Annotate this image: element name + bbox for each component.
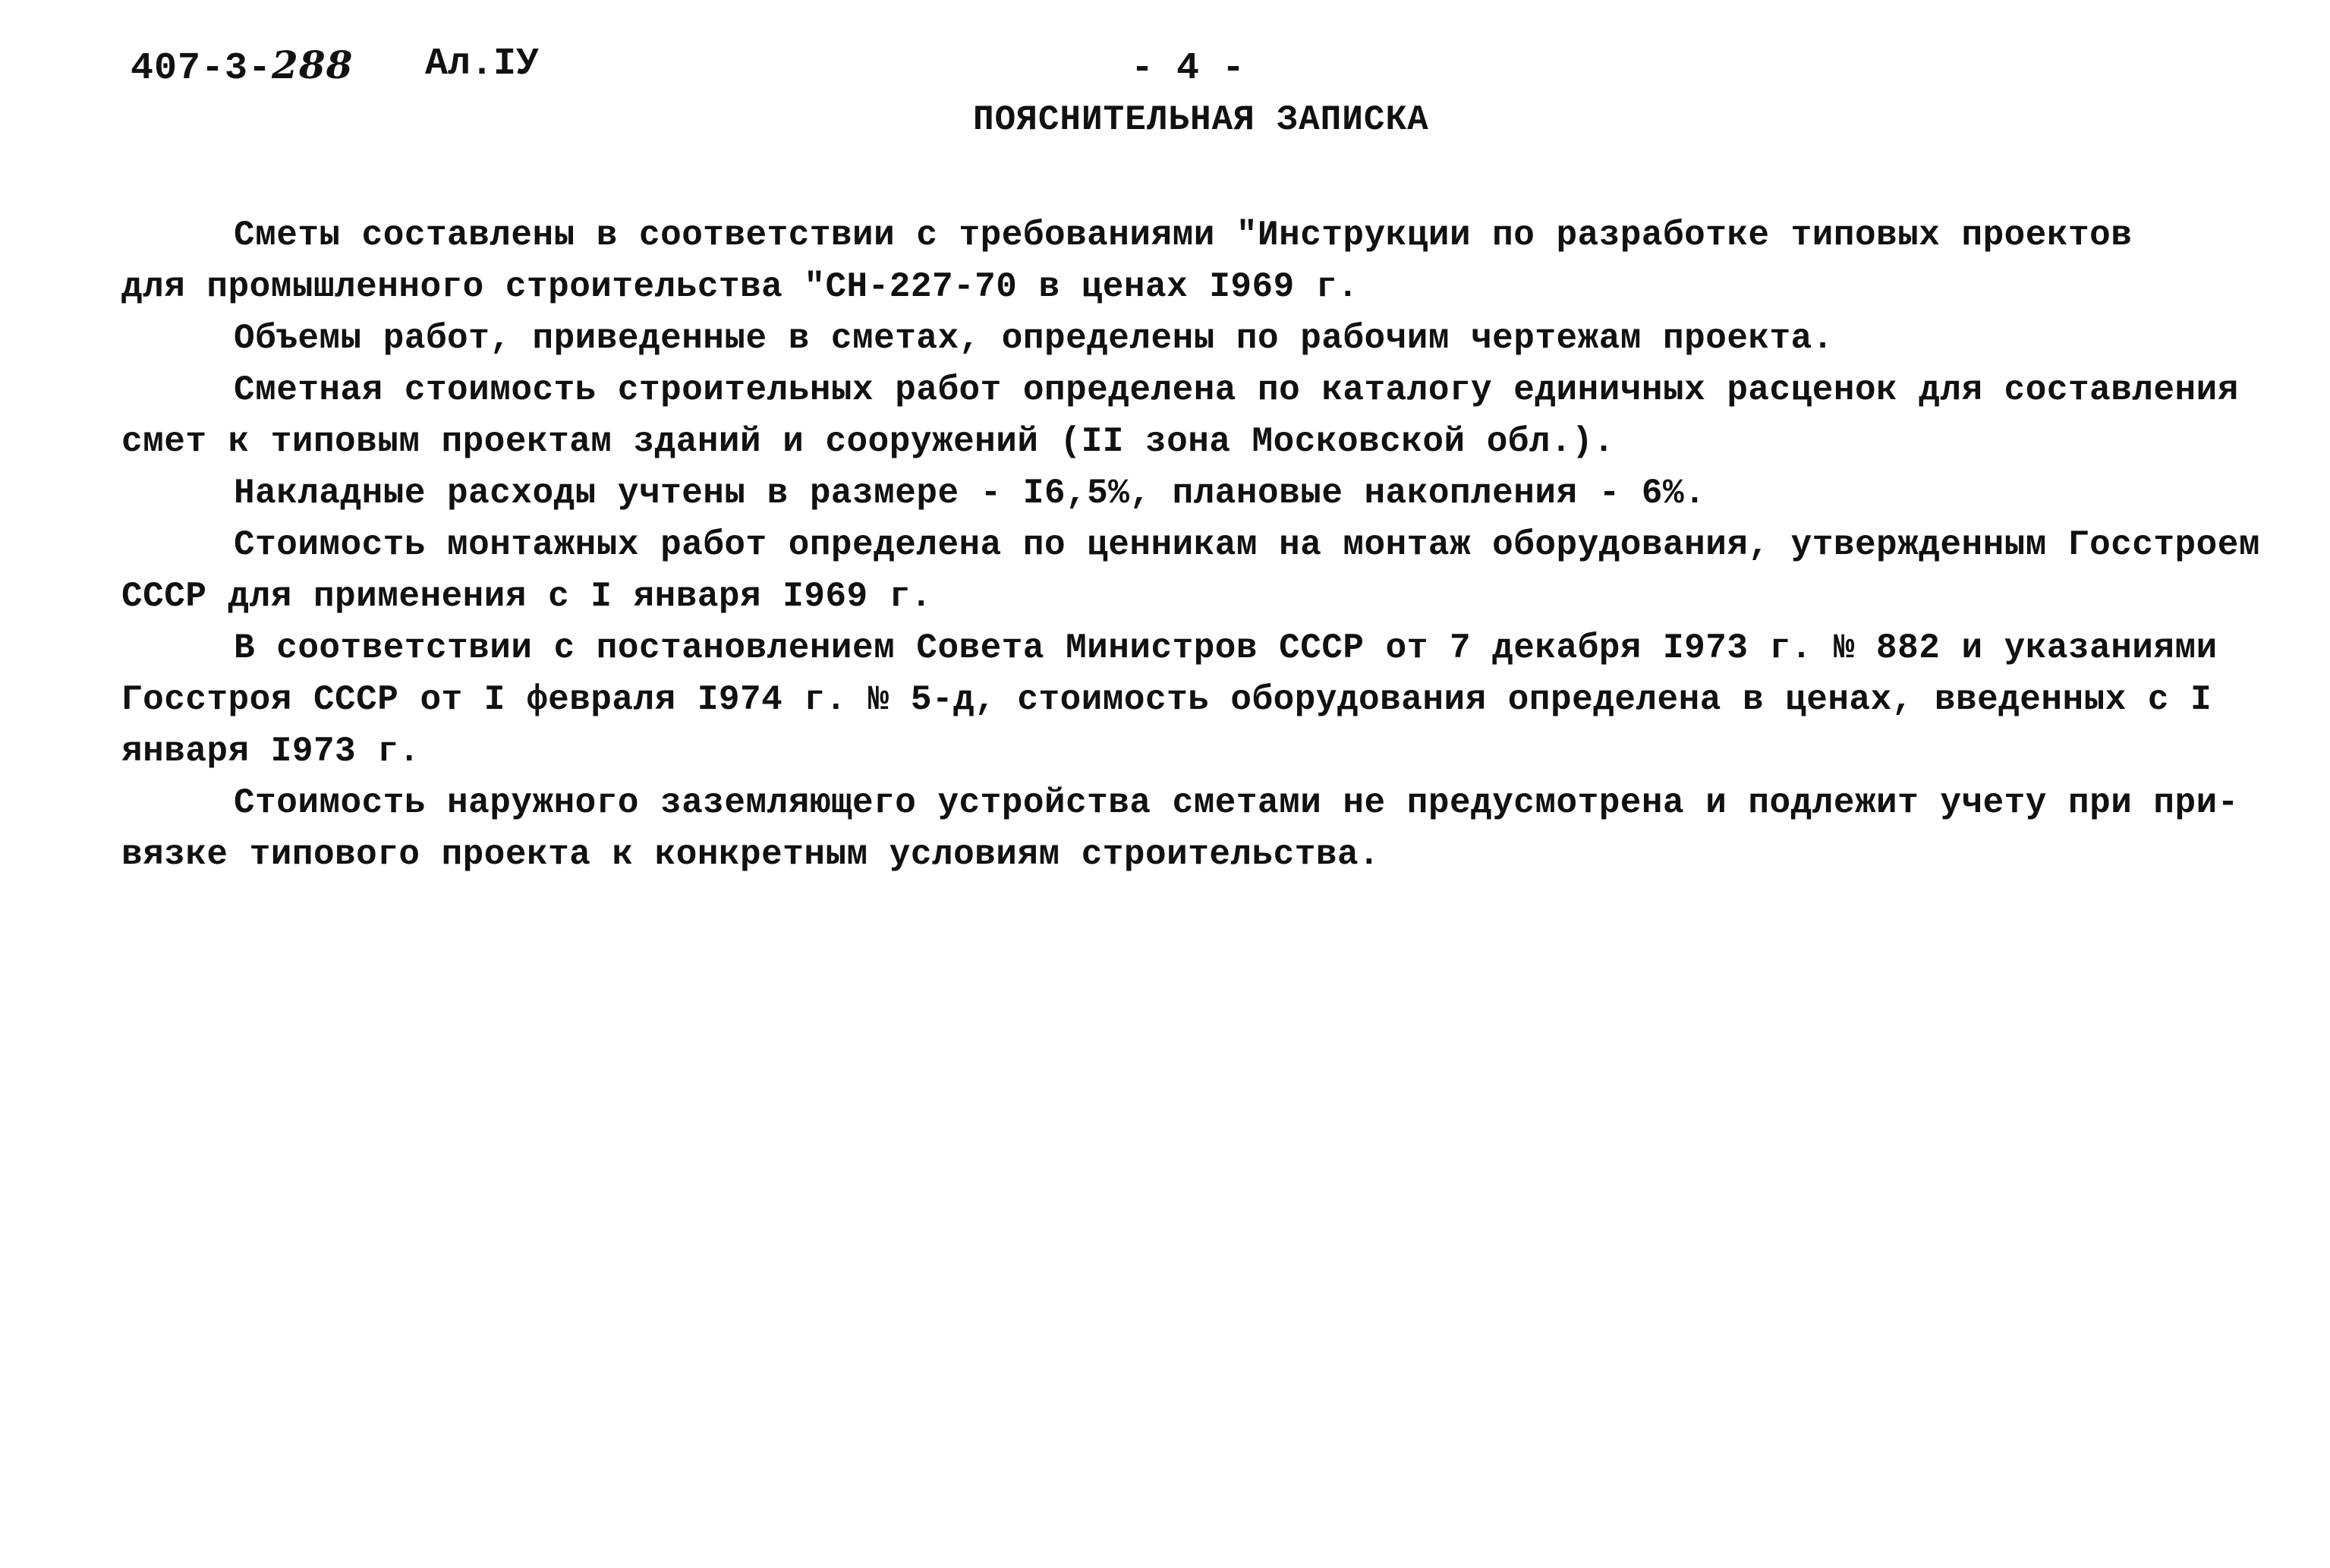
text-line: для промышленного строительства "СН-227-70 в ценах I969 г. bbox=[121, 267, 1359, 307]
text-line: Объемы работ, приведенные в сметах, определены по рабочим чертежам проекта. bbox=[234, 319, 1834, 358]
text-line: января I973 г. bbox=[121, 732, 420, 771]
text-line: Госстроя СССР от I февраля I974 г. № 5-д, стоимость оборудования определена в ценах, введенных с I bbox=[121, 680, 2212, 719]
document-code bbox=[131, 43, 353, 90]
text-line: Сметы составлены в соответствии с требованиями "Инструкции по разработке типовых проектов bbox=[234, 216, 2133, 255]
text-line: Стоимость монтажных работ определена по ценникам на монтаж оборудования, утвержденным Госстроем bbox=[234, 525, 2260, 565]
text-line: Накладные расходы учтены в размере - I6,5%, плановые накопления - 6%. bbox=[234, 474, 1706, 513]
text-line: Стоимость наружного заземляющего устройства сметами не предусмотрена и подлежит учету при при- bbox=[234, 783, 2239, 823]
document-code-prefix: 407-3- bbox=[131, 47, 272, 90]
page-title: ПОЯСНИТЕЛЬНАЯ ЗАПИСКА bbox=[973, 100, 1429, 140]
text-line: смет к типовым проектам зданий и сооружений (II зона Московской обл.). bbox=[121, 422, 1615, 461]
text-line: вязке типового проекта к конкретным условиям строительства. bbox=[121, 835, 1381, 874]
document-code-handwritten: 288 bbox=[272, 43, 354, 87]
text-line: Сметная стоимость строительных работ определена по каталогу единичных расценок для составления bbox=[234, 370, 2239, 410]
page-number: - 4 - bbox=[1131, 47, 1245, 90]
body-text bbox=[121, 209, 2260, 880]
text-line: В соответствии с постановлением Совета Министров СССР от 7 декабря I973 г. № 882 и указаниями bbox=[234, 628, 2218, 668]
sheet-label: Ал.IУ bbox=[425, 43, 540, 86]
text-line: СССР для применения с I января I969 г. bbox=[121, 577, 932, 616]
